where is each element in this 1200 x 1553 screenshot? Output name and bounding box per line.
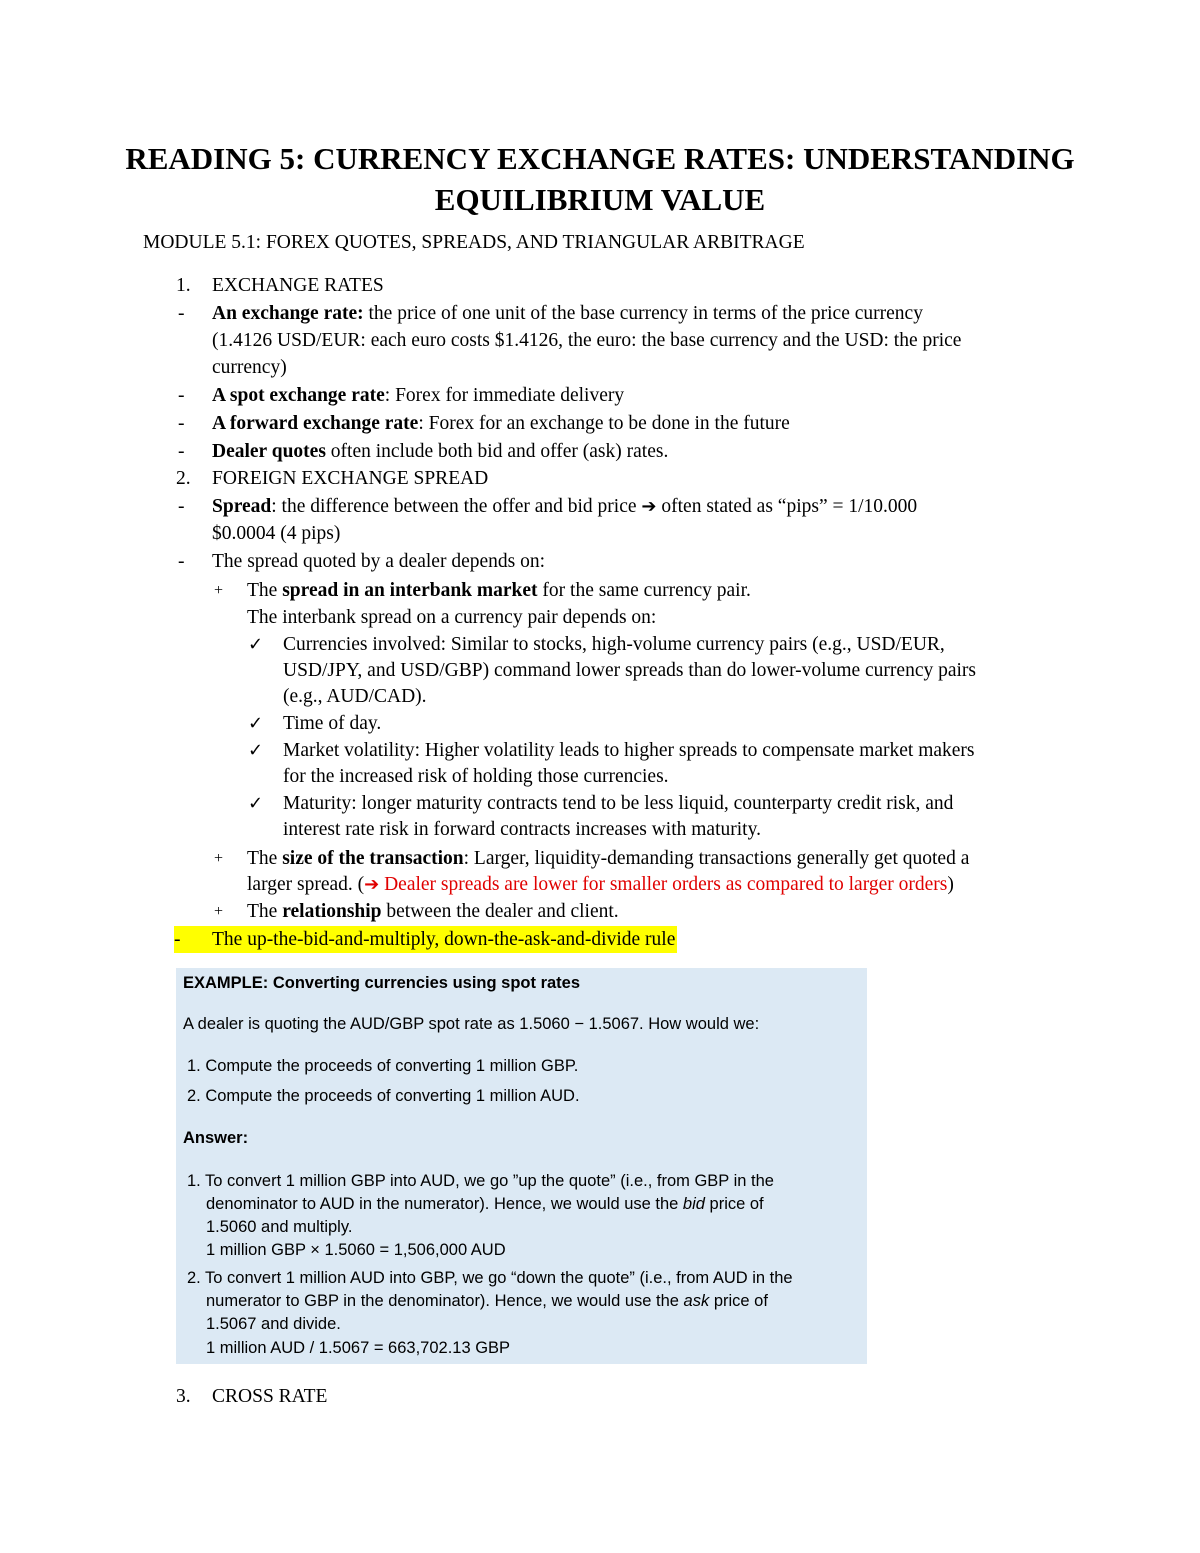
check-item-continuation: (e.g., AUD/CAD). xyxy=(283,686,427,707)
term-exchange-rate: An exchange rate: xyxy=(212,303,364,324)
text: larger spread. ( xyxy=(247,874,365,895)
term-spread: Spread xyxy=(212,496,272,517)
text: numerator to GBP in the denominator). Hence, we would use the xyxy=(206,1292,684,1310)
text: The xyxy=(247,580,283,601)
term-relationship: relationship xyxy=(282,901,382,922)
bullet-continuation: currency) xyxy=(212,357,287,378)
bullet-text: : Forex for immediate delivery xyxy=(384,385,625,406)
bullet-continuation: (1.4126 USD/EUR: each euro costs $1.4126, the euro: the base currency and the USD: the price xyxy=(212,330,962,351)
check-item-volatility: Market volatility: Higher volatility leads to higher spreads to compensate market makers xyxy=(283,740,975,761)
term-forward-rate: A forward exchange rate xyxy=(212,413,419,434)
bullet-exchange-rate xyxy=(212,300,923,327)
answer-label-text: Answer: xyxy=(183,1129,249,1147)
plus-marker: + xyxy=(214,903,224,920)
dash-marker: - xyxy=(178,303,185,324)
text: price of xyxy=(704,1195,764,1213)
answer-2-line-3: 1.5067 and divide. xyxy=(206,1315,341,1333)
example-question-1: 1. Compute the proceeds of converting 1 million GBP. xyxy=(187,1057,579,1075)
example-question-2: 2. Compute the proceeds of converting 1 million AUD. xyxy=(187,1087,580,1105)
bullet-continuation: $0.0004 (4 pips) xyxy=(212,523,341,544)
section-heading-forex-spread: FOREIGN EXCHANGE SPREAD xyxy=(212,468,489,489)
text: denominator to AUD in the numerator). Hence, we would use the xyxy=(206,1195,683,1213)
check-item-time-of-day: Time of day. xyxy=(283,713,382,734)
plus-marker: + xyxy=(214,850,224,867)
red-note xyxy=(364,874,947,895)
example-question: A dealer is quoting the AUD/GBP spot rate as 1.5060 − 1.5067. How would we: xyxy=(183,1015,760,1033)
section-number: 1. xyxy=(176,275,191,296)
section-number: 2. xyxy=(176,468,191,489)
text: The xyxy=(247,848,283,869)
bullet-text: : Forex for an exchange to be done in the future xyxy=(418,413,790,434)
text: : Larger, liquidity-demanding transactions generally get quoted a xyxy=(463,848,970,869)
dash-marker: - xyxy=(174,929,181,950)
checkmark-icon: ✓ xyxy=(248,634,264,655)
red-note-text: Dealer spreads are lower for smaller orders as compared to larger orders xyxy=(379,874,948,895)
module-heading: MODULE 5.1: FOREX QUOTES, SPREADS, AND TRIANGULAR ARBITRAGE xyxy=(143,232,805,253)
dash-marker: - xyxy=(178,551,185,572)
sub-bullet-continuation xyxy=(247,871,954,898)
section-heading-cross-rate: CROSS RATE xyxy=(212,1386,328,1407)
arrow-icon: ➔ xyxy=(641,496,657,517)
bullet-text: : the difference between the offer and bid price xyxy=(271,496,642,517)
bullet-text: often stated as “pips” = 1/10.000 xyxy=(656,496,918,517)
dash-marker: - xyxy=(178,496,185,517)
bullet-dealer-quotes xyxy=(212,438,668,465)
sub-bullet-continuation: The interbank spread on a currency pair depends on: xyxy=(247,607,657,628)
text: price of xyxy=(709,1292,768,1310)
answer-1-calc: 1 million GBP × 1.5060 = 1,506,000 AUD xyxy=(206,1241,506,1259)
plus-marker: + xyxy=(214,582,224,599)
term-dealer-quotes: Dealer quotes xyxy=(212,441,326,462)
dash-marker: - xyxy=(178,441,185,462)
term-ask: ask xyxy=(683,1292,710,1310)
term-bid: bid xyxy=(682,1195,705,1213)
check-item-continuation: for the increased risk of holding those currencies. xyxy=(283,766,669,787)
text: ) xyxy=(947,874,954,895)
term-spot-rate: A spot exchange rate xyxy=(212,385,385,406)
checkmark-icon: ✓ xyxy=(248,740,264,761)
answer-2-calc: 1 million AUD / 1.5067 = 663,702.13 GBP xyxy=(206,1339,511,1357)
example-title: Converting currencies using spot rates xyxy=(268,974,581,992)
title-line-1: READING 5: CURRENCY EXCHANGE RATES: UNDERSTANDING xyxy=(125,141,1075,176)
answer-1-line-1: 1. To convert 1 million GBP into AUD, we go ”up the quote” (i.e., from GBP in the xyxy=(187,1172,774,1190)
term-interbank-spread: spread in an interbank market xyxy=(282,580,538,601)
text: between the dealer and client. xyxy=(381,901,619,922)
text: The xyxy=(247,901,283,922)
sub-bullet-interbank xyxy=(247,577,751,604)
bullet-text: the price of one unit of the base currency in terms of the price currency xyxy=(363,303,923,324)
dash-marker: - xyxy=(178,413,185,434)
check-item-maturity: Maturity: longer maturity contracts tend to be less liquid, counterparty credit risk, and xyxy=(283,793,954,814)
checkmark-icon: ✓ xyxy=(248,713,264,734)
answer-label xyxy=(183,1127,248,1150)
highlighted-rule xyxy=(174,926,677,953)
bullet-text: often include both bid and offer (ask) rates. xyxy=(325,441,669,462)
answer-2-line-1: 2. To convert 1 million AUD into GBP, we go “down the quote” (i.e., from AUD in the xyxy=(187,1269,793,1287)
section-heading-exchange-rates: EXCHANGE RATES xyxy=(212,275,384,296)
example-box xyxy=(176,968,867,1364)
answer-2-line-2 xyxy=(206,1290,768,1313)
check-item-continuation: interest rate risk in forward contracts increases with maturity. xyxy=(283,819,761,840)
text: for the same currency pair. xyxy=(537,580,751,601)
term-transaction-size: size of the transaction xyxy=(282,848,464,869)
bullet-forward-rate xyxy=(212,410,790,437)
section-number: 3. xyxy=(176,1386,191,1407)
sub-bullet-transaction-size xyxy=(247,845,969,872)
page-title xyxy=(100,138,1100,220)
answer-1-line-3: 1.5060 and multiply. xyxy=(206,1218,353,1236)
example-heading xyxy=(183,972,580,995)
check-item-currencies: Currencies involved: Similar to stocks, high-volume currency pairs (e.g., USD/EUR, xyxy=(283,634,945,655)
bullet-spread xyxy=(212,493,917,520)
title-line-2: EQUILIBRIUM VALUE xyxy=(434,182,766,217)
answer-1-line-2 xyxy=(206,1193,764,1216)
bullet-spot-rate xyxy=(212,382,624,409)
arrow-icon: ➔ xyxy=(364,874,380,895)
dash-marker: - xyxy=(178,385,185,406)
checkmark-icon: ✓ xyxy=(248,793,264,814)
bullet-spread-depends: The spread quoted by a dealer depends on: xyxy=(212,551,546,572)
rule-text: The up-the-bid-and-multiply, down-the-ask-and-divide rule xyxy=(212,929,676,950)
example-label: EXAMPLE: xyxy=(183,974,269,992)
check-item-continuation: USD/JPY, and USD/GBP) command lower spreads than do lower-volume currency pairs xyxy=(283,660,977,681)
sub-bullet-relationship xyxy=(247,898,619,925)
